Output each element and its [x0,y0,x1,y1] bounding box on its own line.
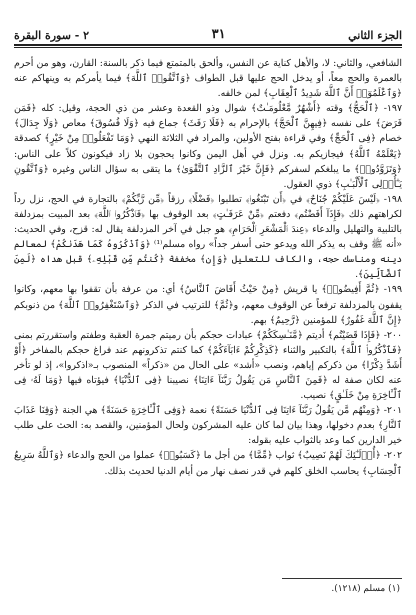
page-header [14,10,402,42]
paragraph: ٢٠٢- ﴿أُو۟لَـٰٓئِكَ لَهُمْ نَصِيبٌ﴾ ثواب ﴿مِّمَّا﴾ من أجل ما ﴿كَسَبُوا۟﴾ عملوا من الحج والدعاء ﴿وَٱللَّهُ سَرِيعُ ٱلْحِسَابِ﴾ يحاسب الخلق كلهم في قدر نصف نهار من أيام الدنيا لحديث بذلك. [14,450,402,477]
page-number: ٣١ [211,27,226,42]
paragraph: ١٩٩- ﴿ثُمَّ أَفِيضُوا۟﴾ يا قريش ﴿مِنْ حَيْثُ أَفَاضَ ٱلنَّاسُ﴾ أي: من عرفة بأن تقفوا بها معهم، وكانوا يقفون بالمزدلفة ترفعاً عن الوقوف معهم، و﴿ثُمَّ﴾ للترتيب في الذكر ﴿وَٱسْتَغْفِرُوا۟ ٱللَّهَ﴾ من ذنوبكم ﴿إِنَّ ٱللَّهَ غَفُورٌ﴾ للمؤمنين ﴿رَّحِيمٌ﴾ بهم. [14,284,402,326]
footnote: (١) مسلم (١٢١٨). [331,584,400,594]
commentary-text [14,56,402,562]
paragraph: ١٩٧- ﴿ٱلْحَجُّ﴾ وقته ﴿أَشْهُرٌ مَّعْلُومَـٰتٌ﴾ شوال وذو القعدة وعشر من ذي الحجة، وقيل: كله ﴿فَمَن فَرَضَ﴾ على نفسه ﴿فِيهِنَّ ٱلْحَجَّ﴾ بالإحرام به ﴿فَلَا رَفَثَ﴾ جماع فيه ﴿وَلَا فُسُوقَ﴾ معاص ﴿وَلَا جِدَالَ﴾ خصام ﴿فِى ٱلْحَجِّ﴾ وفي قراءة بفتح الأولين، والمراد في الثلاثة النهي ﴿وَمَا تَفْعَلُوا۟ مِنْ خَيْرٍ﴾ كصدقة ﴿يَعْلَمْهُ ٱللَّهُ﴾ فيجازيكم به. ونزل في أهل اليمن وكانوا يحجون بلا زاد فيكونون كلاً على الناس: ﴿وَتَزَوَّدُوا۟﴾ ما يبلغكم لسفركم ﴿فَإِنَّ خَيْرَ ٱلزَّادِ ٱلتَّقْوَىٰ﴾ ما يتقى به سؤال الناس وغيره ﴿وَٱتَّقُونِ يَـٰٓأُو۟لِى ٱلْأَلْبَـٰبِ﴾ ذوي العقول. [14,103,402,190]
header-rule [14,44,402,46]
paragraph: ٢٠١- ﴿وَمِنْهُم مَّن يَقُولُ رَبَّنَآ ءَاتِنَا فِى ٱلدُّنْيَا حَسَنَةً﴾ نعمة ﴿وَفِى ٱلْـَٔاخِرَةِ حَسَنَةً﴾ هي الجنة ﴿وَقِنَا عَذَابَ ٱلنَّارِ﴾ بعدم دخولها، وهذا بيان لما كان عليه المشركون ولحال المؤمنين، والقصد به: الحث على طلب خير الدارين كما وعد بالثواب عليه بقوله: [14,405,402,447]
paragraph: الشافعي، والثاني: لا، والأهل كناية عن النفس، وألحق بالمتمتع فيما ذكر بالسنة: القارن، وهو من أحرم بالعمرة والحج معاً، أو يدخل الحج عليها قبل الطواف ﴿وَٱتَّقُوا۟ ٱللَّهَ﴾ فيما يأمركم به وينهاكم عنه ﴿وَٱعْلَمُوٓا۟ أَنَّ ٱللَّهَ شَدِيدُ ٱلْعِقَابِ﴾ لمن خالفه. [14,58,402,100]
paragraph: ١٩٨- ﴿لَيْسَ عَلَيْكُمْ جُنَاحٌ﴾ في ﴿أَن تَبْتَغُوا۟﴾ تطلبوا ﴿فَضْلًا﴾ رزقاً ﴿مِّن رَّبِّكُمْ﴾ بالتجارة في الحج، نزل رداً لكراهتهم ذلك ﴿فَإِذَآ أَفَضْتُم﴾ دفعتم ﴿مِّنْ عَرَفَـٰتٍ﴾ بعد الوقوف بها ﴿فَٱذْكُرُوا۟ ٱللَّهَ﴾ بعد المبيت بمزدلفة بالتلبية والتهليل والدعاء ﴿عِندَ ٱلْمَشْعَرِ ٱلْحَرَامِ﴾ هو جبل في آخر المزدلفة يقال له: قزح، وفي الحديث: «أنه ﷺ وقف به يذكر الله ويدعو حتى أسفر جداً» رواه مسلم⁽¹⁾ ﴿وَٱذْكُرُوهُ كَمَا هَدَىٰكُمْ﴾ لمعالم دينه ومناسك حجه، والكاف للتعليل ﴿وَإِن﴾ مخففة ﴿كُنتُم مِّن قَبْلِهِۦ﴾ قبل هداه ﴿لَمِنَ ٱلضَّآلِّينَ﴾. [14,193,402,281]
header-rule-thin [14,47,402,48]
surah-label: ٢ - سورة البقرة [14,29,90,42]
footnote-rule [282,578,402,579]
part-label: الجزء الثاني [348,29,402,42]
paragraph: ٢٠٠- ﴿فَإِذَا قَضَيْتُم﴾ أديتم ﴿مَّنَـٰسِكَكُمْ﴾ عبادات حجكم بأن رميتم جمرة العقبة وطفتم واستقررتم بمنى ﴿فَٱذْكُرُوا۟ ٱللَّهَ﴾ بالتكبير والثناء ﴿كَذِكْرِكُمْ ءَابَآءَكُمْ﴾ كما كنتم تذكرونهم عند فراغ حجكم بالمفاخر ﴿أَوْ أَشَدَّ ذِكْرًا﴾ من ذكركم إياهم، ونصب «أشد» على الحال من «ذكراً» المنصوب بـ«اذكروا»، إذ لو تأخر عنه لكان صفة له ﴿فَمِنَ ٱلنَّاسِ مَن يَقُولُ رَبَّنَآ ءَاتِنَا﴾ نصيبنا ﴿فِى ٱلدُّنْيَا﴾ فيؤتاه فيها ﴿وَمَا لَهُۥ فِى ٱلْـَٔاخِرَةِ مِنْ خَلَـٰقٍ﴾ نصيب. [14,329,402,402]
